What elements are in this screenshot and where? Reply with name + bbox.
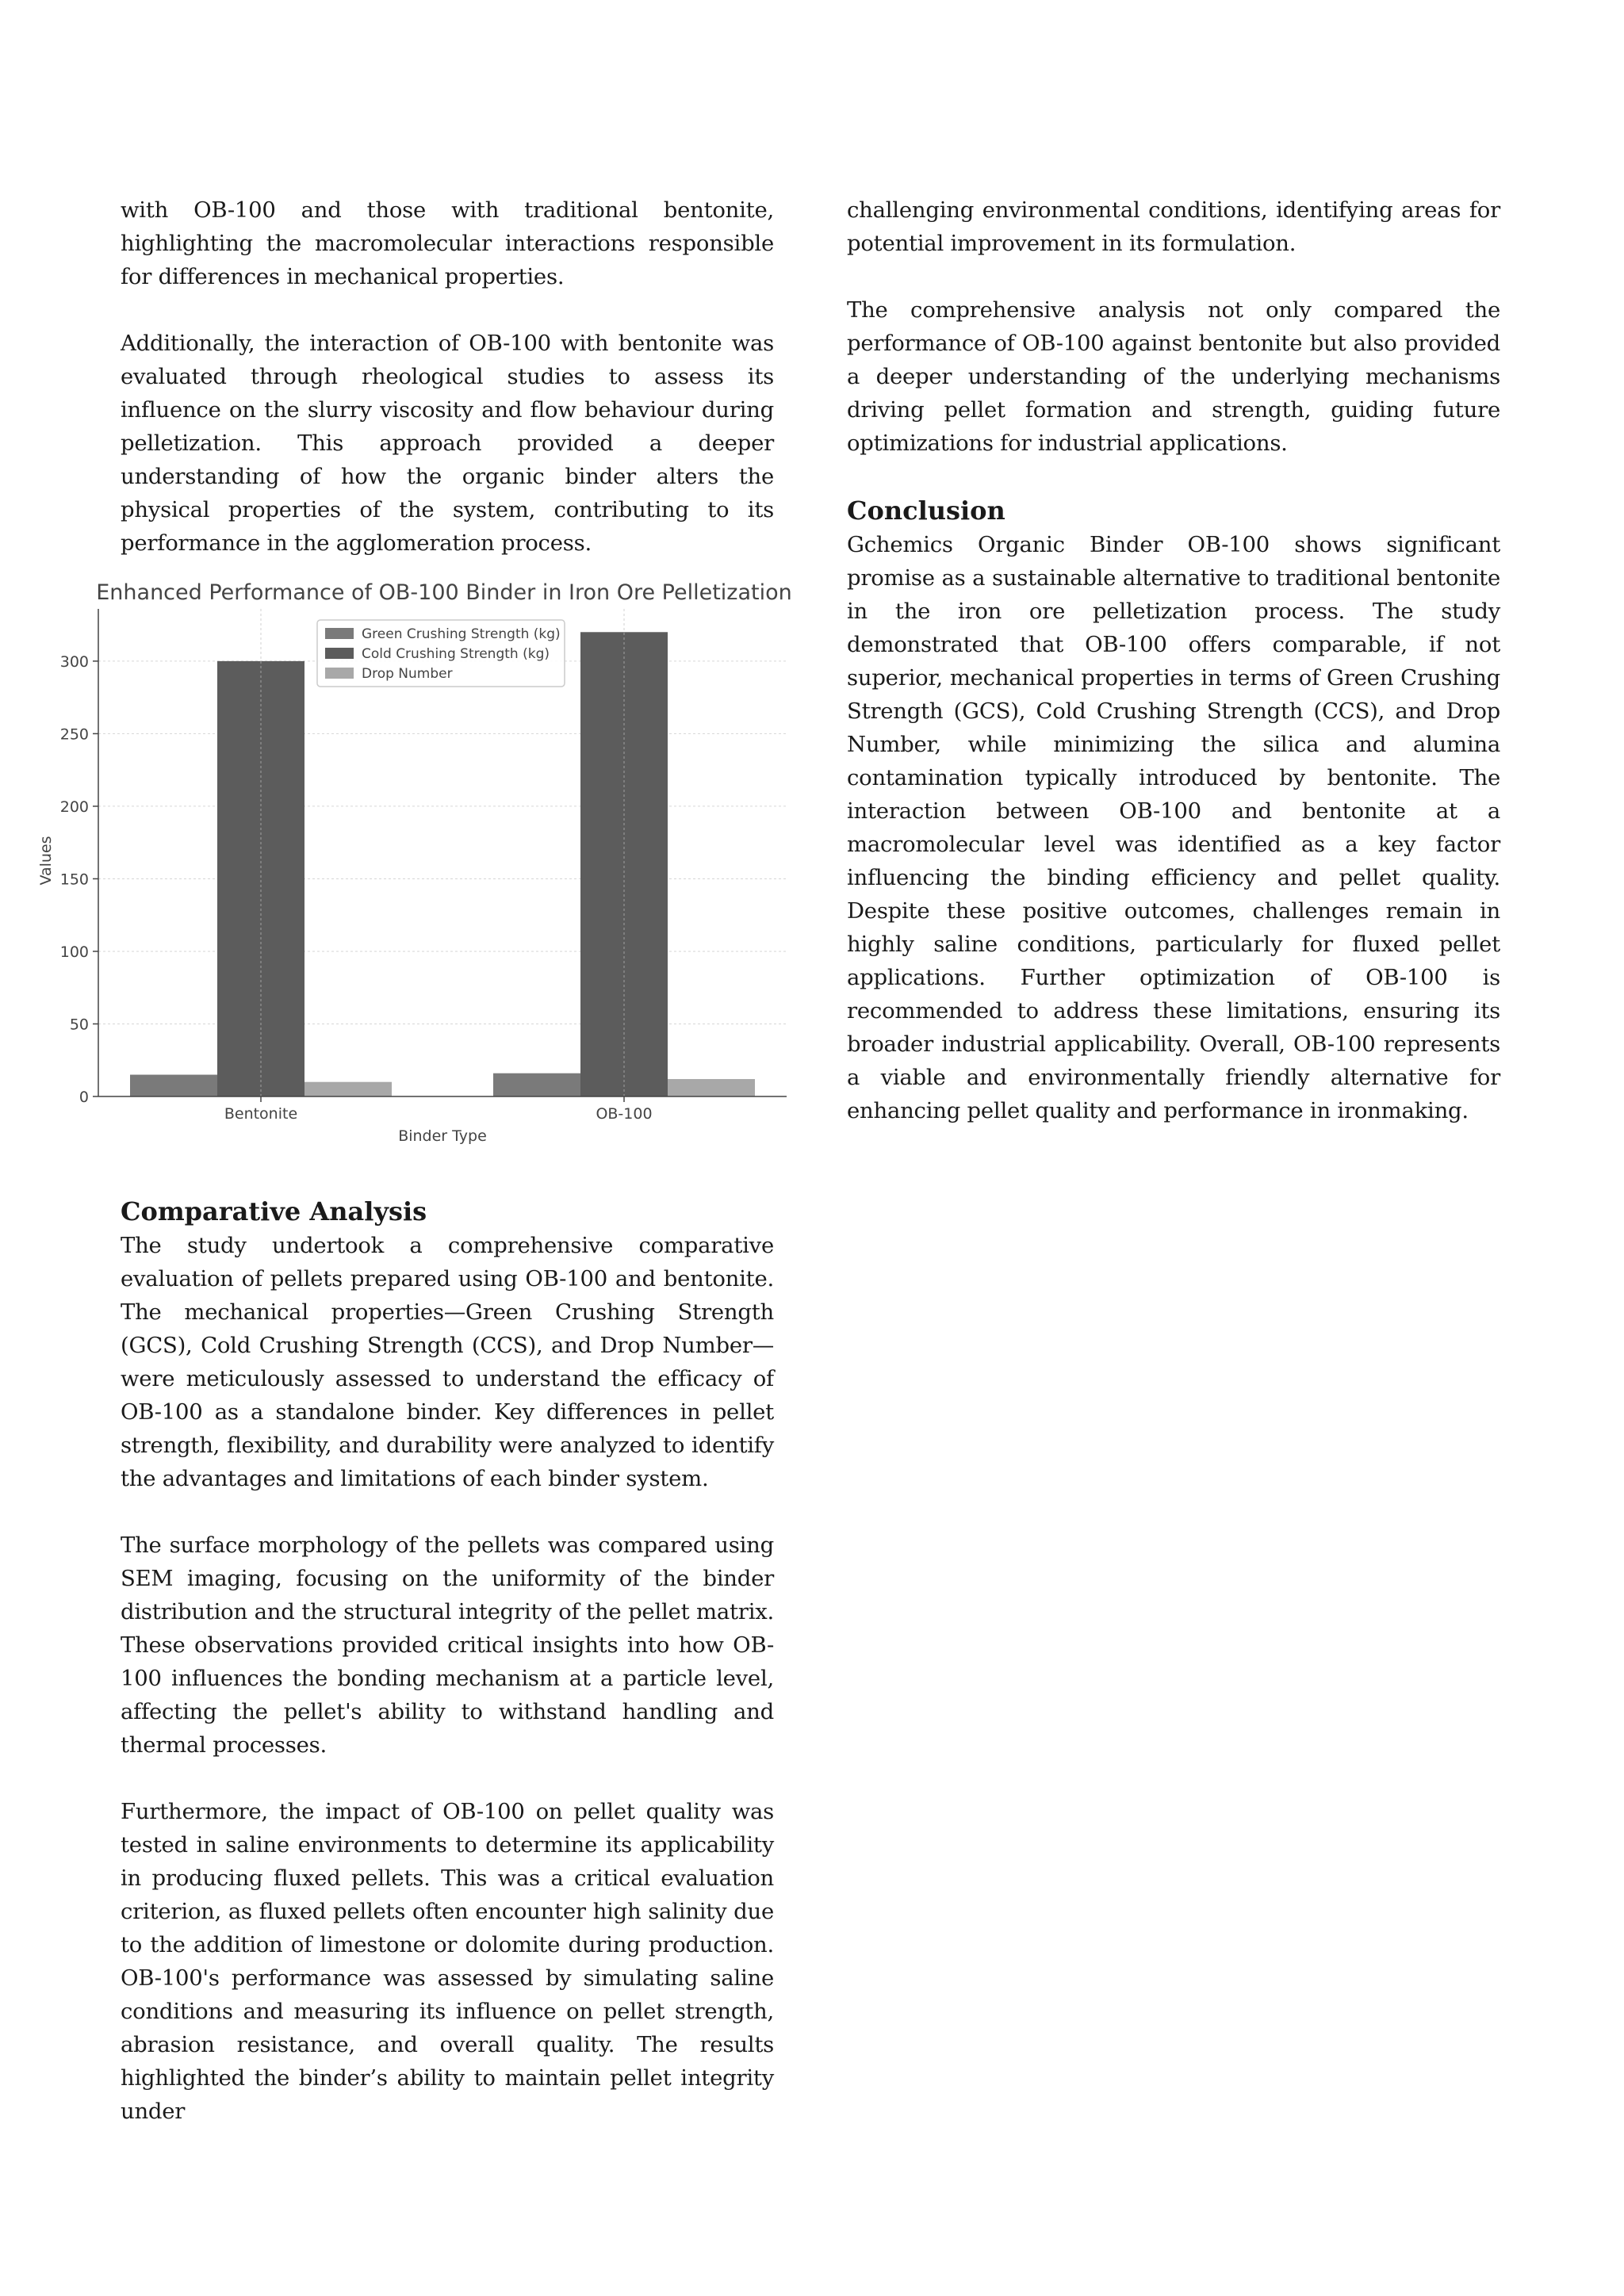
bar-bentonite-3 (304, 1082, 392, 1096)
bar-bentonite-2 (217, 661, 304, 1096)
heading-conclusion: Conclusion (847, 496, 1005, 526)
paragraph-continued: challenging environmental conditions, identifying areas for potential improvement in its formulation. (847, 197, 1500, 256)
y-tick-label: 300 (59, 652, 89, 671)
chart-title: Enhanced Performance of OB-100 Binder in Iron Ore Pelletization (96, 580, 792, 605)
paragraph-intro-continued: with OB-100 and those with traditional bentonite, highlighting the macromolecular interactions responsible for differences in mechanical properties. (121, 197, 774, 289)
section-conclusion (847, 493, 1500, 1127)
y-tick-label: 200 (59, 798, 89, 816)
y-tick-label: 150 (59, 871, 89, 889)
x-tick-label: OB-100 (596, 1105, 653, 1123)
legend-label: Drop Number (362, 666, 453, 682)
bar-ob-100-1 (493, 1073, 580, 1096)
bar-ob-100-2 (580, 632, 668, 1096)
legend-label: Cold Crushing Strength (kg) (362, 646, 550, 662)
x-axis-label: Binder Type (398, 1127, 487, 1145)
paragraph-comparative-3: Furthermore, the impact of OB-100 on pellet quality was tested in saline environments to determine its applicability in producing fluxed pellets. This was a critical evaluation criterion, as fluxed pellets often encounter high salinity due to the addition of limestone or dolomite during production. OB-100's performance was assessed by simulating saline conditions and measuring its influence on pellet strength, abrasion resistance, and overall quality. The results highlighted the binder’s ability to maintain pellet integrity under (121, 1799, 774, 2124)
y-tick-label: 100 (59, 943, 89, 961)
paragraph-rheology: Additionally, the interaction of OB-100 with bentonite was evaluated through rheological studies to assess its influence on the slurry viscosity and flow behaviour during pelletization. This approach provided a deeper understanding of how the organic binder alters the physical properties of the system, contributing to its performance in the agglomeration process. (121, 331, 774, 556)
legend-label: Green Crushing Strength (kg) (362, 626, 561, 642)
y-axis-label: Values (37, 836, 55, 886)
legend-swatch (325, 628, 354, 639)
heading-comparative-analysis: Comparative Analysis (121, 1196, 427, 1226)
paragraph-comprehensive: The comprehensive analysis not only compared the performance of OB-100 against bentonite but also provided a deeper understanding of the underlying mechanisms driving pellet formation and strength, guiding future optimizations for industrial applications. (847, 297, 1500, 456)
section-comparative-analysis (121, 1194, 774, 2128)
legend-swatch (325, 668, 354, 679)
bar-chart (32, 576, 801, 1154)
paragraph-comparative-2: The surface morphology of the pellets was compared using SEM imaging, focusing on the uniformity of the binder distribution and the structural integrity of the pellet matrix. These observations provided critical insights into how OB-100 influences the bonding mechanism at a particle level, affecting the pellet's ability to withstand handling and thermal processes. (121, 1533, 774, 1758)
y-tick-label: 50 (69, 1016, 89, 1034)
left-column (121, 193, 774, 560)
bar-bentonite-1 (130, 1075, 217, 1096)
bar-ob-100-3 (668, 1079, 755, 1096)
paragraph-conclusion: Gchemics Organic Binder OB-100 shows significant promise as a sustainable alternative to traditional bentonite in the iron ore pelletization process. The study demonstrated that OB-100 offers comparable, if not superior, mechanical properties in terms of Green Crushing Strength (GCS), Cold Crushing Strength (CCS), and Drop Number, while minimizing the silica and alumina contamination typically introduced by bentonite. The interaction between OB-100 and bentonite at a macromolecular level was identified as a key factor influencing the binding efficiency and pellet quality. Despite these positive outcomes, challenges remain in highly saline conditions, particularly for fluxed pellet applications. Further optimization of OB-100 is recommended to address these limitations, ensuring its broader industrial applicability. Overall, OB-100 represents a viable and environmentally friendly alternative for enhancing pellet quality and performance in ironmaking. (847, 532, 1500, 1123)
paragraph-comparative-1: The study undertook a comprehensive comparative evaluation of pellets prepared using OB-100 and bentonite. The mechanical properties—Green Crushing Strength (GCS), Cold Crushing Strength (CCS), and Drop Number—were meticulously assessed to understand the efficacy of OB-100 as a standalone binder. Key differences in pellet strength, flexibility, and durability were analyzed to identify the advantages and limitations of each binder system. (121, 1233, 774, 1491)
legend-swatch (325, 648, 354, 659)
y-tick-label: 250 (59, 725, 89, 744)
right-column (847, 193, 1500, 1127)
y-tick-label: 0 (79, 1089, 89, 1106)
x-tick-label: Bentonite (224, 1105, 298, 1123)
